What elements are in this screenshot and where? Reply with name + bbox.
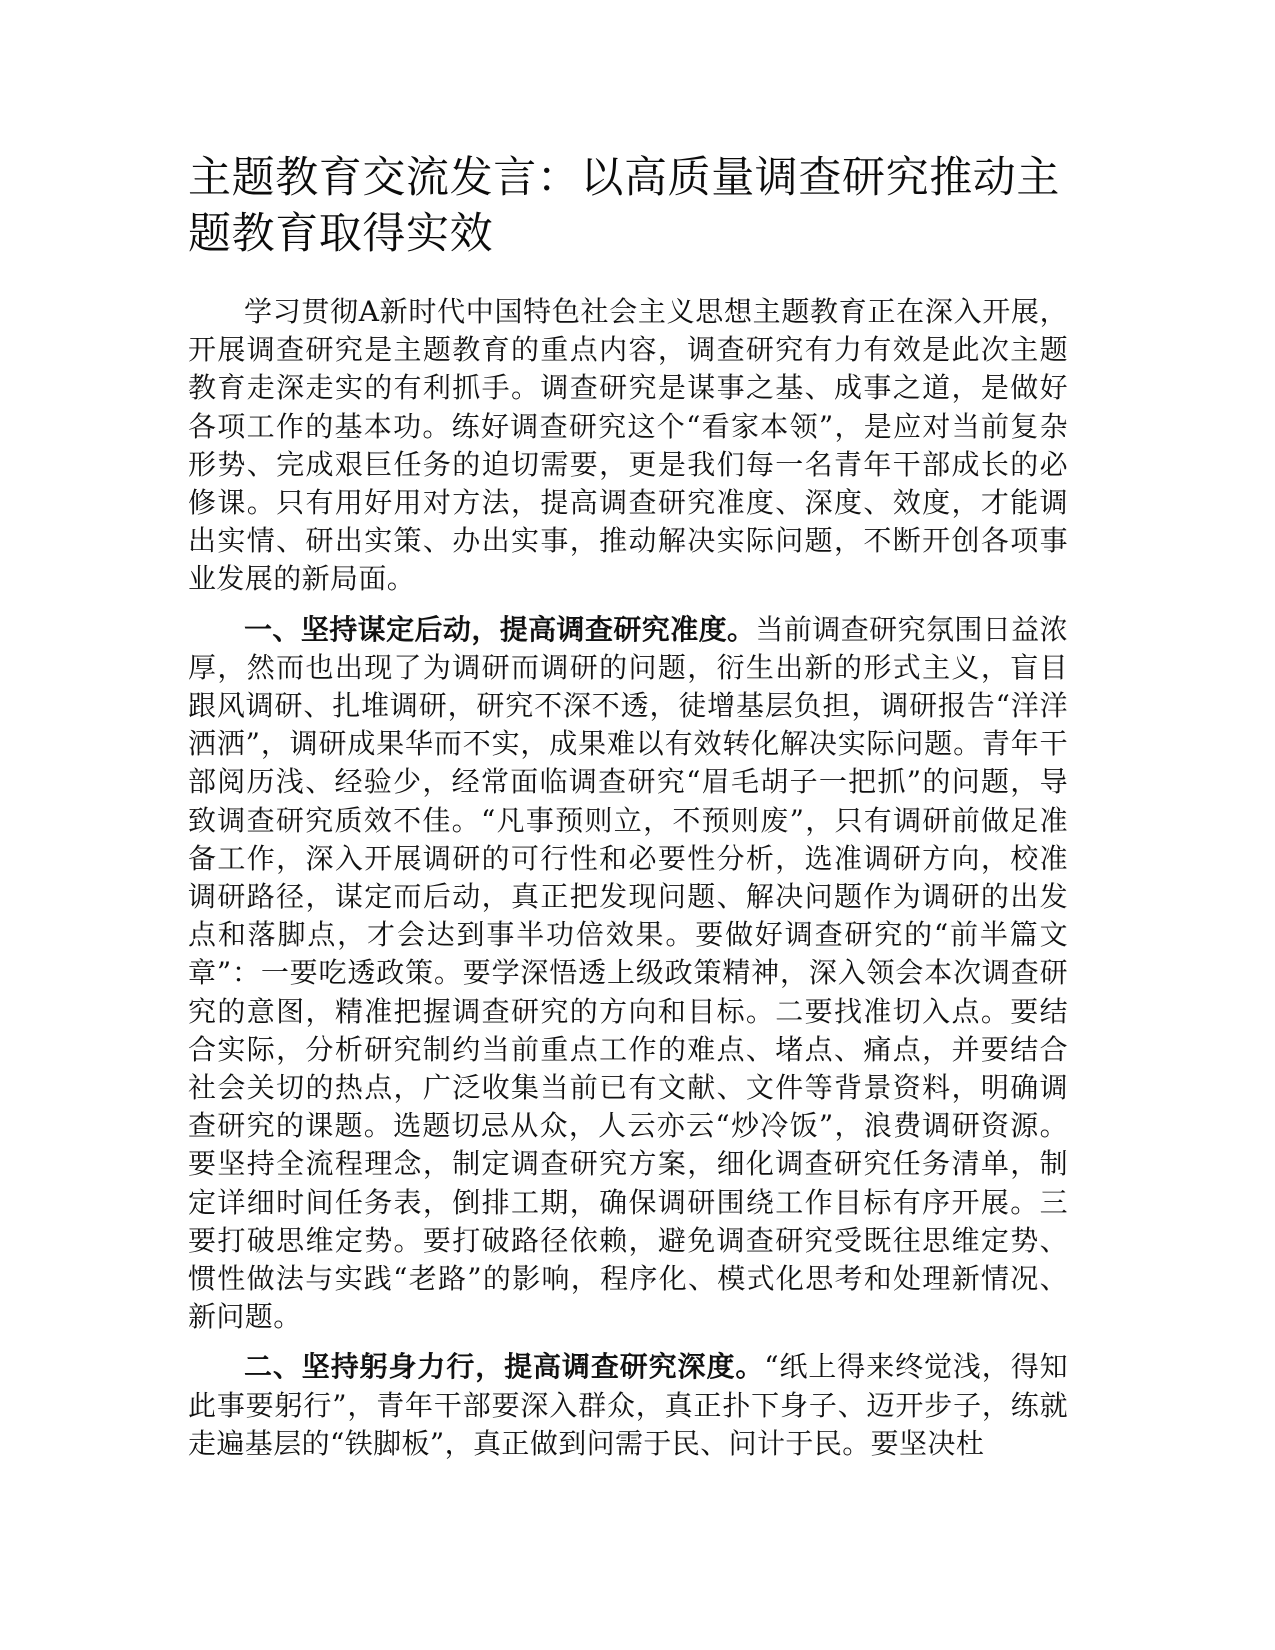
- intro-paragraph: 学习贯彻A新时代中国特色社会主义思想主题教育正在深入开展，开展调查研究是主题教育的重点内容，调查研究有力有效是此次主题教育走深走实的有利抓手。调查研究是谋事之基、成事之道，是做好各项工作的基本功。练好调查研究这个“看家本领”，是应对当前复杂形势、完成艰巨任务的迫切需要，更是我们每一名青年干部成长的必修课。只有用好用对方法，提高调查研究准度、深度、效度，才能调出实情、研出实策、办出实事，推动解决实际问题，不断开创各项事业发展的新局面。: [188, 295, 1068, 596]
- document-title: 主题教育交流发言：以高质量调查研究推动主题教育取得实效: [188, 153, 1060, 259]
- section-2-heading: 二、坚持躬身力行，提高调查研究深度。: [244, 1350, 765, 1384]
- document-page: [188, 150, 1068, 1463]
- section-2-paragraph: [188, 1348, 1068, 1463]
- section-1-paragraph: [188, 611, 1068, 1337]
- section-1-body: 当前调查研究氛围日益浓厚，然而也出现了为调研而调研的问题，衍生出新的形式主义，盲目跟风调研、扎堆调研，研究不深不透，徒增基层负担，调研报告“洋洋洒洒”，调研成果华而不实，成果难以有效转化解决实际问题。青年干部阅历浅、经验少，经常面临调查研究“眉毛胡子一把抓”的问题，导致调查研究质效不佳。“凡事预则立，不预则废”，只有调研前做足准备工作，深入开展调研的可行性和必要性分析，选准调研方向，校准调研路径，谋定而后动，真正把发现问题、解决问题作为调研的出发点和落脚点，才会达到事半功倍效果。要做好调查研究的“前半篇文章”：一要吃透政策。要学深悟透上级政策精神，深入领会本次调查研究的意图，精准把握调查研究的方向和目标。二要找准切入点。要结合实际，分析研究制约当前重点工作的难点、堵点、痛点，并要结合社会关切的热点，广泛收集当前已有文献、文件等背景资料，明确调查研究的课题。选题切忌从众，人云亦云“炒冷饭”，浪费调研资源。要坚持全流程理念，制定调查研究方案，细化调查研究任务清单，制定详细时间任务表，倒排工期，确保调研围绕工作目标有序开展。三要打破思维定势。要打破路径依赖，避免调查研究受既往思维定势、惯性做法与实践“老路”的影响，程序化、模式化思考和处理新情况、新问题。: [188, 612, 1068, 1334]
- section-1-heading: 一、坚持谋定后动，提高调查研究准度。: [244, 612, 756, 646]
- section-2-body: “纸上得来终觉浅，得知此事要躬行”，青年干部要深入群众，真正扑下身子、迈开步子，练就走遍基层的“铁脚板”，真正做到问需于民、问计于民。要坚决杜: [188, 1350, 1069, 1460]
